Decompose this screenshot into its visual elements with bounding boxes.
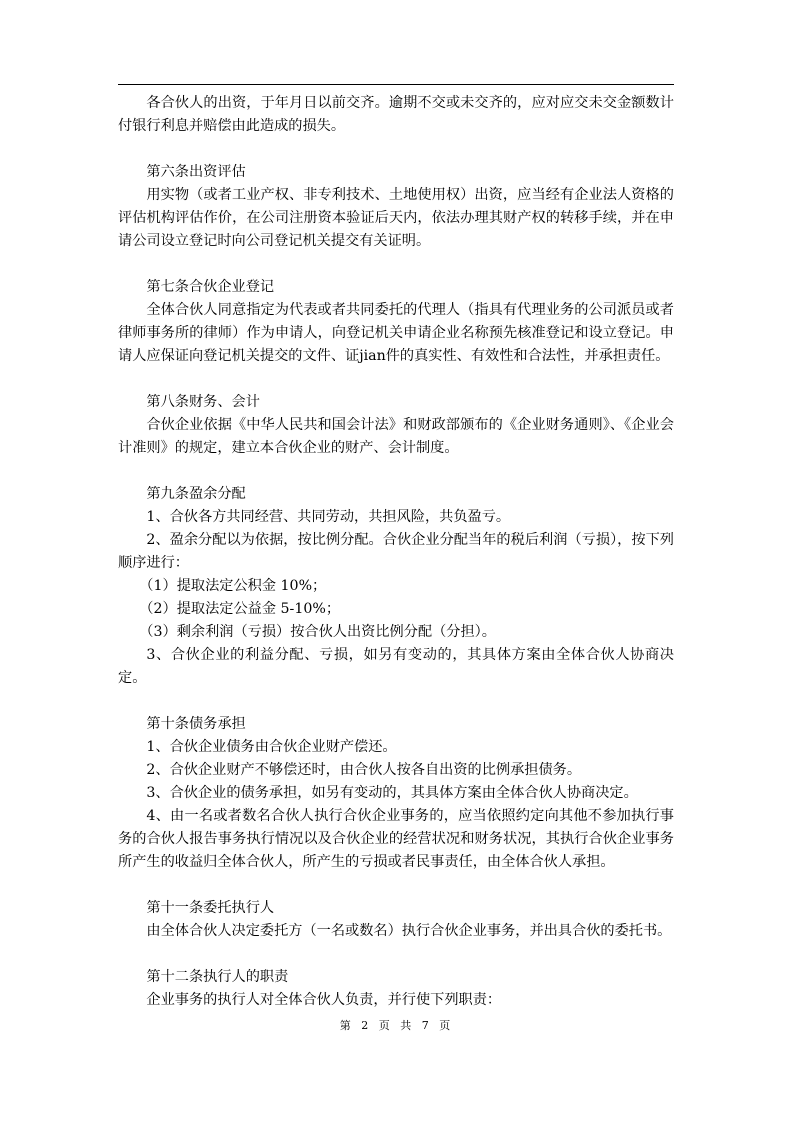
section-paragraph: 用实物（或者工业产权、非专利技术、土地使用权）出资，应当经有企业法人资格的评估机构评估作价，在公司注册资本验证后天内，依法办理其财产权的转移手续，并在申请公司设立登记时向公司登记机关提交有关证明。 [118, 187, 674, 249]
section-paragraph: 2、合伙企业财产不够偿还时，由合伙人按各自出资的比例承担债务。 [146, 762, 582, 778]
section-heading: 第十一条委托执行人 [146, 900, 275, 916]
section-8 [118, 391, 674, 460]
section-6 [118, 161, 674, 253]
page-number-footer: 第 2 页 共 7 页 [339, 1019, 454, 1032]
document-body [118, 92, 674, 1012]
section-paragraph: 4、由一名或者数名合伙人执行合伙企业事务的，应当依照约定向其他不参加执行事务的合伙人报告事务执行情况以及合伙企业的经营状况和财务状况，其执行合伙企业事务所产生的收益归全体合伙人，所产生的亏损或者民事责任，由全体合伙人承担。 [118, 808, 674, 870]
section-paragraph: 由全体合伙人决定委托方（一名或数名）执行合伙企业事务，并出具合伙的委托书。 [146, 923, 672, 939]
intro-paragraph: 各合伙人的出资，于年月日以前交齐。逾期不交或未交齐的，应对应交未交金额数计付银行利息并赔偿由此造成的损失。 [118, 95, 674, 134]
section-heading: 第七条合伙企业登记 [146, 279, 275, 295]
section-paragraph: 1、合伙企业债务由合伙企业财产偿还。 [146, 739, 397, 755]
section-heading: 第六条出资评估 [146, 164, 246, 180]
section-paragraph: 全体合伙人同意指定为代表或者共同委托的代理人（指具有代理业务的公司派员或者律师事务所的律师）作为申请人，向登记机关申请企业名称预先核准登记和设立登记。申请人应保证向登记机关提交的文件、证jian件的真实性、有效性和合法性，并承担责任。 [118, 302, 674, 364]
section-paragraph: 企业事务的执行人对全体合伙人负责，并行使下列职责： [146, 992, 502, 1008]
section-heading: 第十二条执行人的职责 [146, 969, 289, 985]
section-paragraph: 3、合伙企业的利益分配、亏损，如另有变动的，其具体方案由全体合伙人协商决定。 [118, 647, 674, 686]
section-paragraph: 合伙企业依据《中华人民共和国会计法》和财政部颁布的《企业财务通则》、《企业会计准则》的规定，建立本合伙企业的财产、会计制度。 [118, 417, 674, 456]
section-gap [118, 253, 674, 276]
section-gap [118, 460, 674, 483]
section-paragraph: 2、盈余分配以为依据，按比例分配。合伙企业分配当年的税后利润（亏损），按下列顺序进行： [118, 532, 674, 571]
section-paragraph: 1、合伙各方共同经营、共同劳动，共担风险，共负盈亏。 [146, 509, 511, 525]
section-12 [118, 966, 674, 1012]
section-11 [118, 897, 674, 943]
header-rule [118, 84, 674, 85]
section-gap [118, 943, 674, 966]
section-gap [118, 368, 674, 391]
section-paragraph: 3、合伙企业的债务承担，如另有变动的，其具体方案由全体合伙人协商决定。 [146, 785, 638, 801]
list-item: （1）提取法定公积金 10%； [139, 578, 327, 594]
section-gap [118, 138, 674, 161]
section-9 [118, 483, 674, 690]
section-gap [118, 874, 674, 897]
section-heading: 第九条盈余分配 [146, 486, 246, 502]
section-10 [118, 713, 674, 874]
list-item: （3）剩余利润（亏损）按合伙人出资比例分配（分担）。 [139, 624, 496, 640]
section-heading: 第八条财务、会计 [146, 394, 260, 410]
list-item: （2）提取法定公益金 5-10%； [139, 601, 341, 617]
section-gap [118, 690, 674, 713]
section-7 [118, 276, 674, 368]
section-heading: 第十条债务承担 [146, 716, 246, 732]
